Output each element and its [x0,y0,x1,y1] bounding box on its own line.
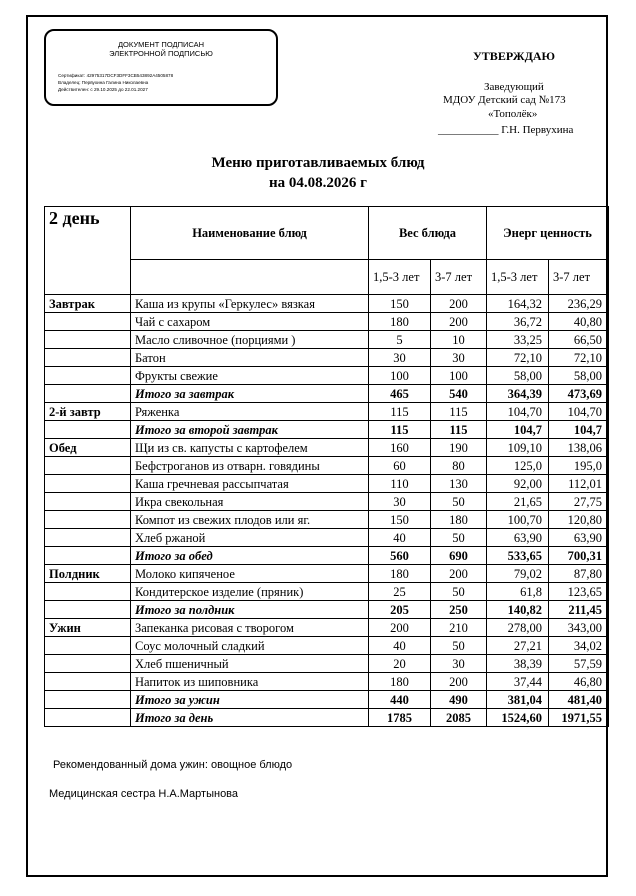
weight-age1-cell: 465 [369,385,431,403]
energy-age1-cell: 63,90 [487,529,549,547]
dish-name-cell: Фрукты свежие [131,367,369,385]
weight-age1-cell: 200 [369,619,431,637]
subheader-weight-age1: 1,5-3 лет [369,260,431,295]
energy-age2-cell: 195,0 [549,457,609,475]
dish-name-cell: Ряженка [131,403,369,421]
energy-age1-cell: 100,70 [487,511,549,529]
stamp-title-line1: ДОКУМЕНТ ПОДПИСАН [117,40,205,49]
weight-age1-cell: 1785 [369,709,431,727]
recommendation-note: Рекомендованный дома ужин: овощное блюдо [53,759,293,771]
weight-age2-cell: 200 [431,565,487,583]
meal-cell [45,637,131,655]
dish-name-cell: Соус молочный сладкий [131,637,369,655]
day-label: 2 день [45,207,131,295]
meal-cell: Ужин [45,619,131,637]
meal-cell [45,709,131,727]
dish-name-cell: Молоко кипяченое [131,565,369,583]
subheader-blank [131,260,369,295]
table-total-row [45,709,609,727]
weight-age2-cell: 690 [431,547,487,565]
energy-age2-cell: 236,29 [549,295,609,313]
table-row [45,475,609,493]
weight-age2-cell: 50 [431,493,487,511]
dish-name-cell: Икра свекольная [131,493,369,511]
dish-name-cell: Хлеб пшеничный [131,655,369,673]
energy-age2-cell: 138,06 [549,439,609,457]
weight-age2-cell: 250 [431,601,487,619]
energy-age2-cell: 481,40 [549,691,609,709]
table-total-row [45,547,609,565]
nurse-signature: Медицинская сестра Н.А.Мартынова [49,788,239,800]
dish-name-cell: Чай с сахаром [131,313,369,331]
dish-name-cell: Хлеб ржаной [131,529,369,547]
energy-age2-cell: 343,00 [549,619,609,637]
table-row [45,529,609,547]
weight-age2-cell: 200 [431,313,487,331]
table-row [45,295,609,313]
meal-cell [45,529,131,547]
meal-cell [45,583,131,601]
weight-age1-cell: 25 [369,583,431,601]
energy-age1-cell: 140,82 [487,601,549,619]
menu-title-line2: на 04.08.2026 г [269,175,367,191]
weight-age1-cell: 40 [369,637,431,655]
weight-age1-cell: 30 [369,493,431,511]
energy-age2-cell: 211,45 [549,601,609,619]
table-row [45,403,609,421]
dish-name-cell: Напиток из шиповника [131,673,369,691]
dish-name-cell: Запеканка рисовая с творогом [131,619,369,637]
approval-org: МДОУ Детский сад №173 [443,94,566,106]
table-row [45,349,609,367]
meal-cell [45,421,131,439]
energy-age2-cell: 72,10 [549,349,609,367]
weight-age2-cell: 190 [431,439,487,457]
energy-age1-cell: 37,44 [487,673,549,691]
stamp-owner: Владелец: Первухина Галина Николаевна [58,80,149,85]
table-row [45,457,609,475]
meal-cell [45,349,131,367]
approval-position: Заведующий [484,81,544,93]
stamp-certificate: Сертификат: 42975317DCF3DFF3CB543892A4505878 [58,73,174,78]
weight-age1-cell: 30 [369,349,431,367]
table-total-row [45,385,609,403]
weight-age2-cell: 490 [431,691,487,709]
meal-cell [45,691,131,709]
weight-age2-cell: 80 [431,457,487,475]
weight-age1-cell: 180 [369,313,431,331]
energy-age2-cell: 40,80 [549,313,609,331]
weight-age1-cell: 115 [369,403,431,421]
meal-cell: Полдник [45,565,131,583]
energy-age1-cell: 58,00 [487,367,549,385]
energy-age1-cell: 381,04 [487,691,549,709]
dish-name-cell: Итого за полдник [131,601,369,619]
table-total-row [45,691,609,709]
weight-age2-cell: 30 [431,655,487,673]
energy-age1-cell: 36,72 [487,313,549,331]
energy-age1-cell: 38,39 [487,655,549,673]
weight-age2-cell: 2085 [431,709,487,727]
header-weight: Вес блюда [369,207,487,260]
table-row [45,565,609,583]
energy-age1-cell: 104,70 [487,403,549,421]
table-row [45,583,609,601]
dish-name-cell: Итого за второй завтрак [131,421,369,439]
weight-age1-cell: 150 [369,295,431,313]
weight-age1-cell: 100 [369,367,431,385]
approval-org-name: «Тополёк» [488,108,538,120]
energy-age1-cell: 27,21 [487,637,549,655]
table-row [45,637,609,655]
energy-age1-cell: 164,32 [487,295,549,313]
weight-age2-cell: 50 [431,637,487,655]
energy-age1-cell: 1524,60 [487,709,549,727]
dish-name-cell: Каша из крупы «Геркулес» вязкая [131,295,369,313]
table-row [45,619,609,637]
energy-age1-cell: 364,39 [487,385,549,403]
table-row [45,673,609,691]
header-energy: Энерг ценность [487,207,609,260]
weight-age1-cell: 560 [369,547,431,565]
energy-age2-cell: 27,75 [549,493,609,511]
table-row [45,655,609,673]
weight-age2-cell: 200 [431,673,487,691]
weight-age2-cell: 130 [431,475,487,493]
menu-table [44,206,609,727]
table-row [45,331,609,349]
table-total-row [45,421,609,439]
energy-age2-cell: 58,00 [549,367,609,385]
meal-cell [45,493,131,511]
table-row [45,313,609,331]
energy-age1-cell: 533,65 [487,547,549,565]
table-row [45,439,609,457]
weight-age2-cell: 115 [431,403,487,421]
energy-age2-cell: 104,70 [549,403,609,421]
energy-age1-cell: 72,10 [487,349,549,367]
meal-cell [45,475,131,493]
energy-age2-cell: 112,01 [549,475,609,493]
energy-age2-cell: 473,69 [549,385,609,403]
stamp-valid: Действителен: с 29.10.2025 до 22.01.2027 [58,87,148,92]
table-row [45,493,609,511]
header-dish: Наименование блюд [131,207,369,260]
meal-cell [45,673,131,691]
weight-age2-cell: 200 [431,295,487,313]
energy-age1-cell: 21,65 [487,493,549,511]
weight-age1-cell: 160 [369,439,431,457]
weight-age2-cell: 50 [431,529,487,547]
energy-age2-cell: 57,59 [549,655,609,673]
menu-title-line1: Меню приготавливаемых блюд [211,155,425,171]
energy-age1-cell: 278,00 [487,619,549,637]
dish-name-cell: Батон [131,349,369,367]
dish-name-cell: Каша гречневая рассыпчатая [131,475,369,493]
energy-age1-cell: 125,0 [487,457,549,475]
subheader-weight-age2: 3-7 лет [431,260,487,295]
dish-name-cell: Итого за день [131,709,369,727]
weight-age1-cell: 180 [369,565,431,583]
weight-age1-cell: 440 [369,691,431,709]
weight-age1-cell: 110 [369,475,431,493]
meal-cell [45,511,131,529]
dish-name-cell: Бефстроганов из отварн. говядины [131,457,369,475]
stamp-title-line2: ЭЛЕКТРОННОЙ ПОДПИСЬЮ [109,49,213,58]
energy-age2-cell: 66,50 [549,331,609,349]
dish-name-cell: Щи из св. капусты с картофелем [131,439,369,457]
dish-name-cell: Компот из свежих плодов или яг. [131,511,369,529]
meal-cell [45,331,131,349]
meal-cell: 2-й завтр [45,403,131,421]
dish-name-cell: Масло сливочное (порциями ) [131,331,369,349]
energy-age2-cell: 120,80 [549,511,609,529]
weight-age2-cell: 210 [431,619,487,637]
energy-age1-cell: 61,8 [487,583,549,601]
weight-age1-cell: 150 [369,511,431,529]
approval-title: УТВЕРЖДАЮ [473,49,556,63]
meal-cell [45,547,131,565]
meal-cell [45,655,131,673]
energy-age2-cell: 1971,55 [549,709,609,727]
meal-cell [45,601,131,619]
energy-age1-cell: 104,7 [487,421,549,439]
dish-name-cell: Кондитерское изделие (пряник) [131,583,369,601]
energy-age2-cell: 700,31 [549,547,609,565]
weight-age2-cell: 100 [431,367,487,385]
approval-signature: ___________ Г.Н. Первухина [438,124,574,136]
energy-age1-cell: 79,02 [487,565,549,583]
weight-age2-cell: 115 [431,421,487,439]
table-row [45,511,609,529]
weight-age1-cell: 20 [369,655,431,673]
weight-age2-cell: 540 [431,385,487,403]
meal-cell [45,367,131,385]
weight-age1-cell: 115 [369,421,431,439]
meal-cell: Обед [45,439,131,457]
energy-age2-cell: 34,02 [549,637,609,655]
weight-age2-cell: 30 [431,349,487,367]
energy-age2-cell: 123,65 [549,583,609,601]
meal-cell [45,385,131,403]
weight-age2-cell: 50 [431,583,487,601]
weight-age1-cell: 5 [369,331,431,349]
dish-name-cell: Итого за обед [131,547,369,565]
stamp-title [46,40,276,58]
energy-age2-cell: 63,90 [549,529,609,547]
weight-age2-cell: 10 [431,331,487,349]
weight-age1-cell: 60 [369,457,431,475]
e-signature-stamp [44,29,278,106]
energy-age1-cell: 109,10 [487,439,549,457]
meal-cell [45,313,131,331]
meal-cell [45,457,131,475]
energy-age2-cell: 104,7 [549,421,609,439]
energy-age1-cell: 92,00 [487,475,549,493]
table-row [45,367,609,385]
subheader-energy-age2: 3-7 лет [549,260,609,295]
weight-age1-cell: 205 [369,601,431,619]
weight-age2-cell: 180 [431,511,487,529]
dish-name-cell: Итого за завтрак [131,385,369,403]
dish-name-cell: Итого за ужин [131,691,369,709]
meal-cell: Завтрак [45,295,131,313]
subheader-energy-age1: 1,5-3 лет [487,260,549,295]
weight-age1-cell: 40 [369,529,431,547]
energy-age2-cell: 87,80 [549,565,609,583]
energy-age1-cell: 33,25 [487,331,549,349]
energy-age2-cell: 46,80 [549,673,609,691]
table-total-row [45,601,609,619]
weight-age1-cell: 180 [369,673,431,691]
table-header-row [45,207,609,260]
